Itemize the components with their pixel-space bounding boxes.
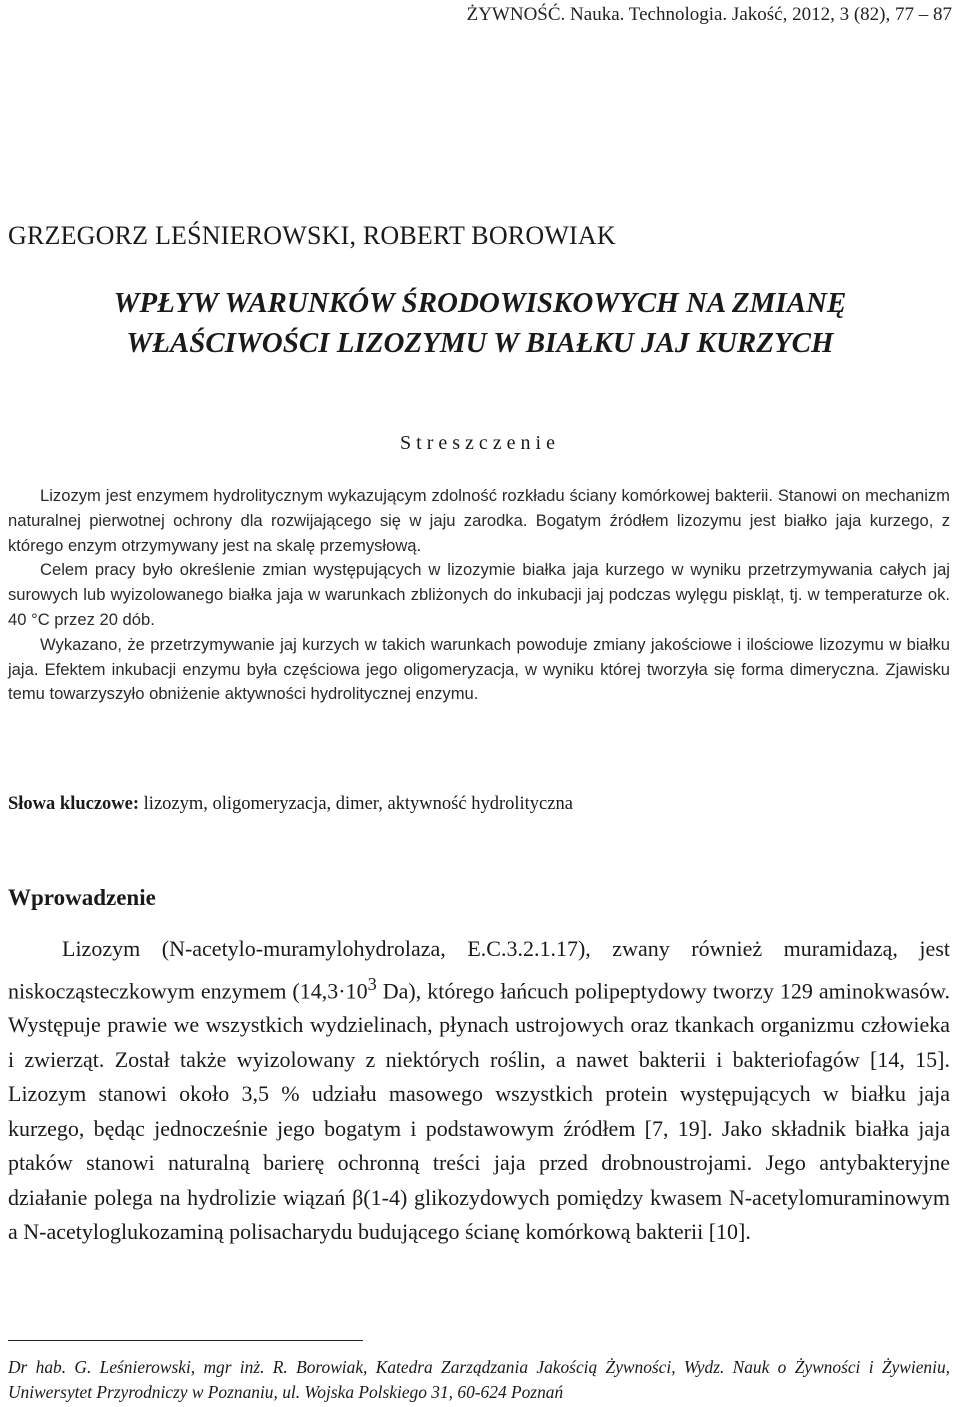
abstract-paragraph-3: Wykazano, że przetrzymywanie jaj kurzych w takich warunkach powoduje zmiany jakościowe i ilościowe lizozymu w białku jaja. Efektem inkubacji enzymu była częściowa jego oligomeryzacja, w wyniku której tworzyła się forma dimeryczna. Zjawisku temu towarzyszyło obniżenie aktywności hydrolitycznej enzymu. [8, 634, 950, 704]
article-title [8, 283, 952, 363]
journal-header: ŻYWNOŚĆ. Nauka. Technologia. Jakość, 2012, 3 (82), 77 – 87 [466, 4, 952, 25]
abstract-paragraph-2: Celem pracy było określenie zmian występujących w lizozymie białka jaja kurzego w wyniku przetrzymywania całych jaj surowych lub wyizolowanego białka jaja w warunkach zbliżonych do inkubacji jaj podczas wylęgu piskląt, tj. w temperaturze ok. 40 °C przez 20 dób. [8, 560, 950, 629]
introduction-paragraph [8, 932, 950, 1250]
footnote-divider [8, 1340, 363, 1341]
title-line-2: WŁAŚCIWOŚCI LIZOZYMU W BIAŁKU JAJ KURZYCH [126, 327, 834, 359]
title-line-1: WPŁYW WARUNKÓW ŚRODOWISKOWYCH NA ZMIANĘ [113, 287, 847, 319]
abstract-heading: Streszczenie [400, 432, 560, 454]
keywords [8, 794, 950, 815]
intro-text-a: Lizozym (N-acetylo-muramylohydrolaza, E.C.3.2.1.17), zwany również muramidazą, jest niskocząsteczkowym enzymem (14,3·10 [8, 936, 950, 1003]
authors: GRZEGORZ LEŚNIEROWSKI, ROBERT BOROWIAK [8, 221, 616, 250]
author-affiliation-footnote: Dr hab. G. Leśnierowski, mgr inż. R. Borowiak, Katedra Zarządzania Jakością Żywności, Wydz. Nauk o Żywności i Żywieniu, Uniwersytet Przyrodniczy w Poznaniu, ul. Wojska Polskiego 31, 60-624 Poznań [8, 1357, 950, 1402]
keywords-label: Słowa kluczowe: [8, 794, 140, 814]
section-heading-introduction: Wprowadzenie [8, 885, 156, 910]
intro-superscript: 3 [367, 973, 377, 994]
introduction-body [8, 932, 950, 1250]
abstract-paragraph-1: Lizozym jest enzymem hydrolitycznym wykazującym zdolność rozkładu ściany komórkowej bakterii. Stanowi on mechanizm naturalnej pierwotnej ochrony dla rozwijającego się w jaju zarodka. Bogatym źródłem lizozymu jest białko jaja kurzego, z którego enzym otrzymywany jest na skalę przemysłową. [8, 486, 950, 555]
abstract [8, 484, 950, 707]
keywords-text: lizozym, oligomeryzacja, dimer, aktywność hydrolityczna [139, 794, 573, 814]
intro-text-b: Da), którego łańcuch polipeptydowy tworzy 129 aminokwasów. Występuje prawie we wszystkich wydzielinach, płynach ustrojowych oraz tkankach organizmu człowieka i zwierząt. Został także wyizolowany z niektórych roślin, a nawet bakterii i bakteriofagów [14, 15]. Lizozym stanowi około 3,5 % udziału masowego wszystkich protein występujących w białku jaja kurzego, będąc jednocześnie jego bogatym i podstawowym źródłem [7, 19]. Jako składnik białka jaja ptaków stanowi naturalną barierę ochronną treści jaja przed drobnoustrojami. Jego antybakteryjne działanie polega na hydrolizie wiązań β(1-4) glikozydowych pomiędzy kwasem N-acetylomuraminowym a N-acetyloglukozaminą polisacharydu budującego ścianę komórkową bakterii [10]. [8, 977, 950, 1245]
